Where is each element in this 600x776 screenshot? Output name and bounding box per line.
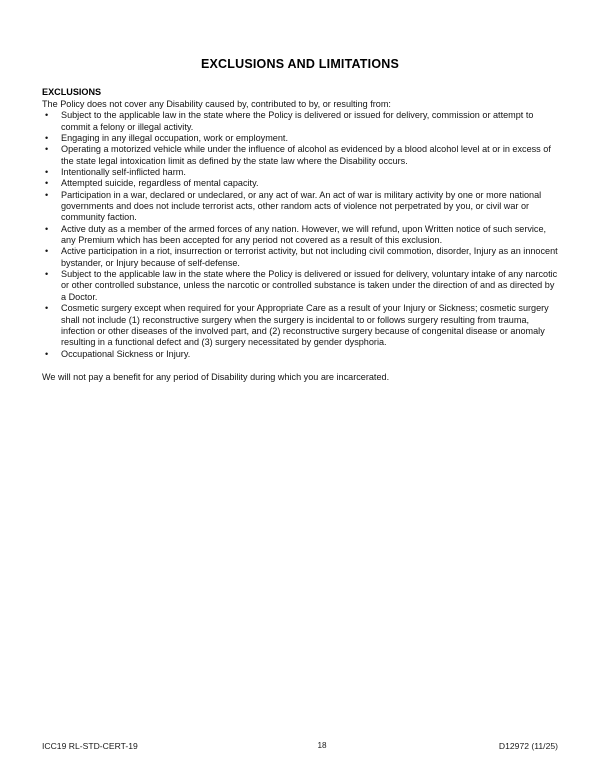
bullet-icon: • (45, 223, 49, 234)
list-item-text: Participation in a war, declared or undeclared, or any act of war. An act of war is military activity by one or more national governments and does not include terrorist acts, other random acts of violence not perpetrated by you, or civil war or community faction. (61, 189, 542, 223)
list-item (42, 349, 558, 360)
bullet-icon: • (45, 246, 49, 257)
bullet-icon: • (45, 189, 49, 200)
bullet-icon: • (45, 303, 49, 314)
page-title: EXCLUSIONS AND LIMITATIONS (200, 57, 400, 71)
bullet-icon: • (45, 110, 49, 121)
footer-page-number: 18 (317, 741, 327, 750)
section-heading-exclusions: EXCLUSIONS (42, 87, 102, 97)
list-item-text: Active participation in a riot, insurrection or terrorist activity, but not including civil commotion, disorder, Injury as an innocent bystander, or Injury because of self-defense. (61, 246, 558, 268)
bullet-icon: • (45, 144, 49, 155)
list-item-text: Active duty as a member of the armed forces of any nation. However, we will refund, upon Written notice of such service, any Premium which has been accepted for any period not covered as a result of this exclusion. (61, 223, 547, 246)
list-item (42, 190, 558, 224)
bullet-icon: • (45, 178, 49, 189)
list-item-text: Attempted suicide, regardless of mental capacity. (61, 178, 259, 189)
list-item (42, 167, 558, 178)
list-item (42, 110, 558, 133)
list-item-text: Engaging in any illegal occupation, work or employment. (61, 133, 288, 143)
list-item (42, 178, 558, 189)
list-item (42, 144, 558, 167)
bullet-icon: • (45, 167, 49, 178)
list-item-text: Subject to the applicable law in the state where the Policy is delivered or issued for delivery, voluntary intake of any narcotic or other controlled substance, unless the narcotic or controlled substance is taken under the direction of and as directed by a Doctor. (61, 269, 558, 302)
list-item (42, 303, 558, 348)
list-item-text: Occupational Sickness or Injury. (61, 348, 191, 359)
list-item (42, 224, 558, 247)
exclusions-intro-text: The Policy does not cover any Disability caused by, contributed to by, or resulting from: (42, 98, 391, 109)
list-item (42, 269, 558, 303)
list-item-text: Cosmetic surgery except when required for your Appropriate Care as a result of your Injury or Sickness; cosmetic surgery shall not include (1) reconstructive surgery when the surgery is incidental to or follows surgery resulting from trauma, infection or other diseases of the involved part, and (2) reconstructive surgery because of congenital disease or anomaly resulting in a functional defect and (3) surgery necessitated by gender dysphoria. (61, 303, 549, 348)
bullet-icon: • (45, 269, 49, 280)
closing-paragraph: We will not pay a benefit for any period of Disability during which you are incarcerated. (42, 371, 390, 382)
list-item (42, 246, 558, 269)
bullet-icon: • (45, 348, 49, 359)
document-body (42, 87, 558, 383)
list-item (42, 133, 558, 144)
list-item-text: Operating a motorized vehicle while under the influence of alcohol as evidenced by a blood alcohol level at or in excess of the state legal intoxication limit as defined by the state law where the Disability occurs. (61, 144, 551, 166)
footer-form-number: ICC19 RL-STD-CERT-19 (42, 741, 138, 751)
list-item-text: Subject to the applicable law in the state where the Policy is delivered or issued for delivery, commission or attempt to commit a felony or illegal activity. (61, 110, 534, 132)
exclusions-list (42, 110, 558, 360)
footer-document-code: D12972 (11/25) (498, 741, 558, 751)
list-item-text: Intentionally self-inflicted harm. (61, 167, 186, 178)
page-footer (42, 740, 558, 752)
bullet-icon: • (45, 133, 49, 143)
